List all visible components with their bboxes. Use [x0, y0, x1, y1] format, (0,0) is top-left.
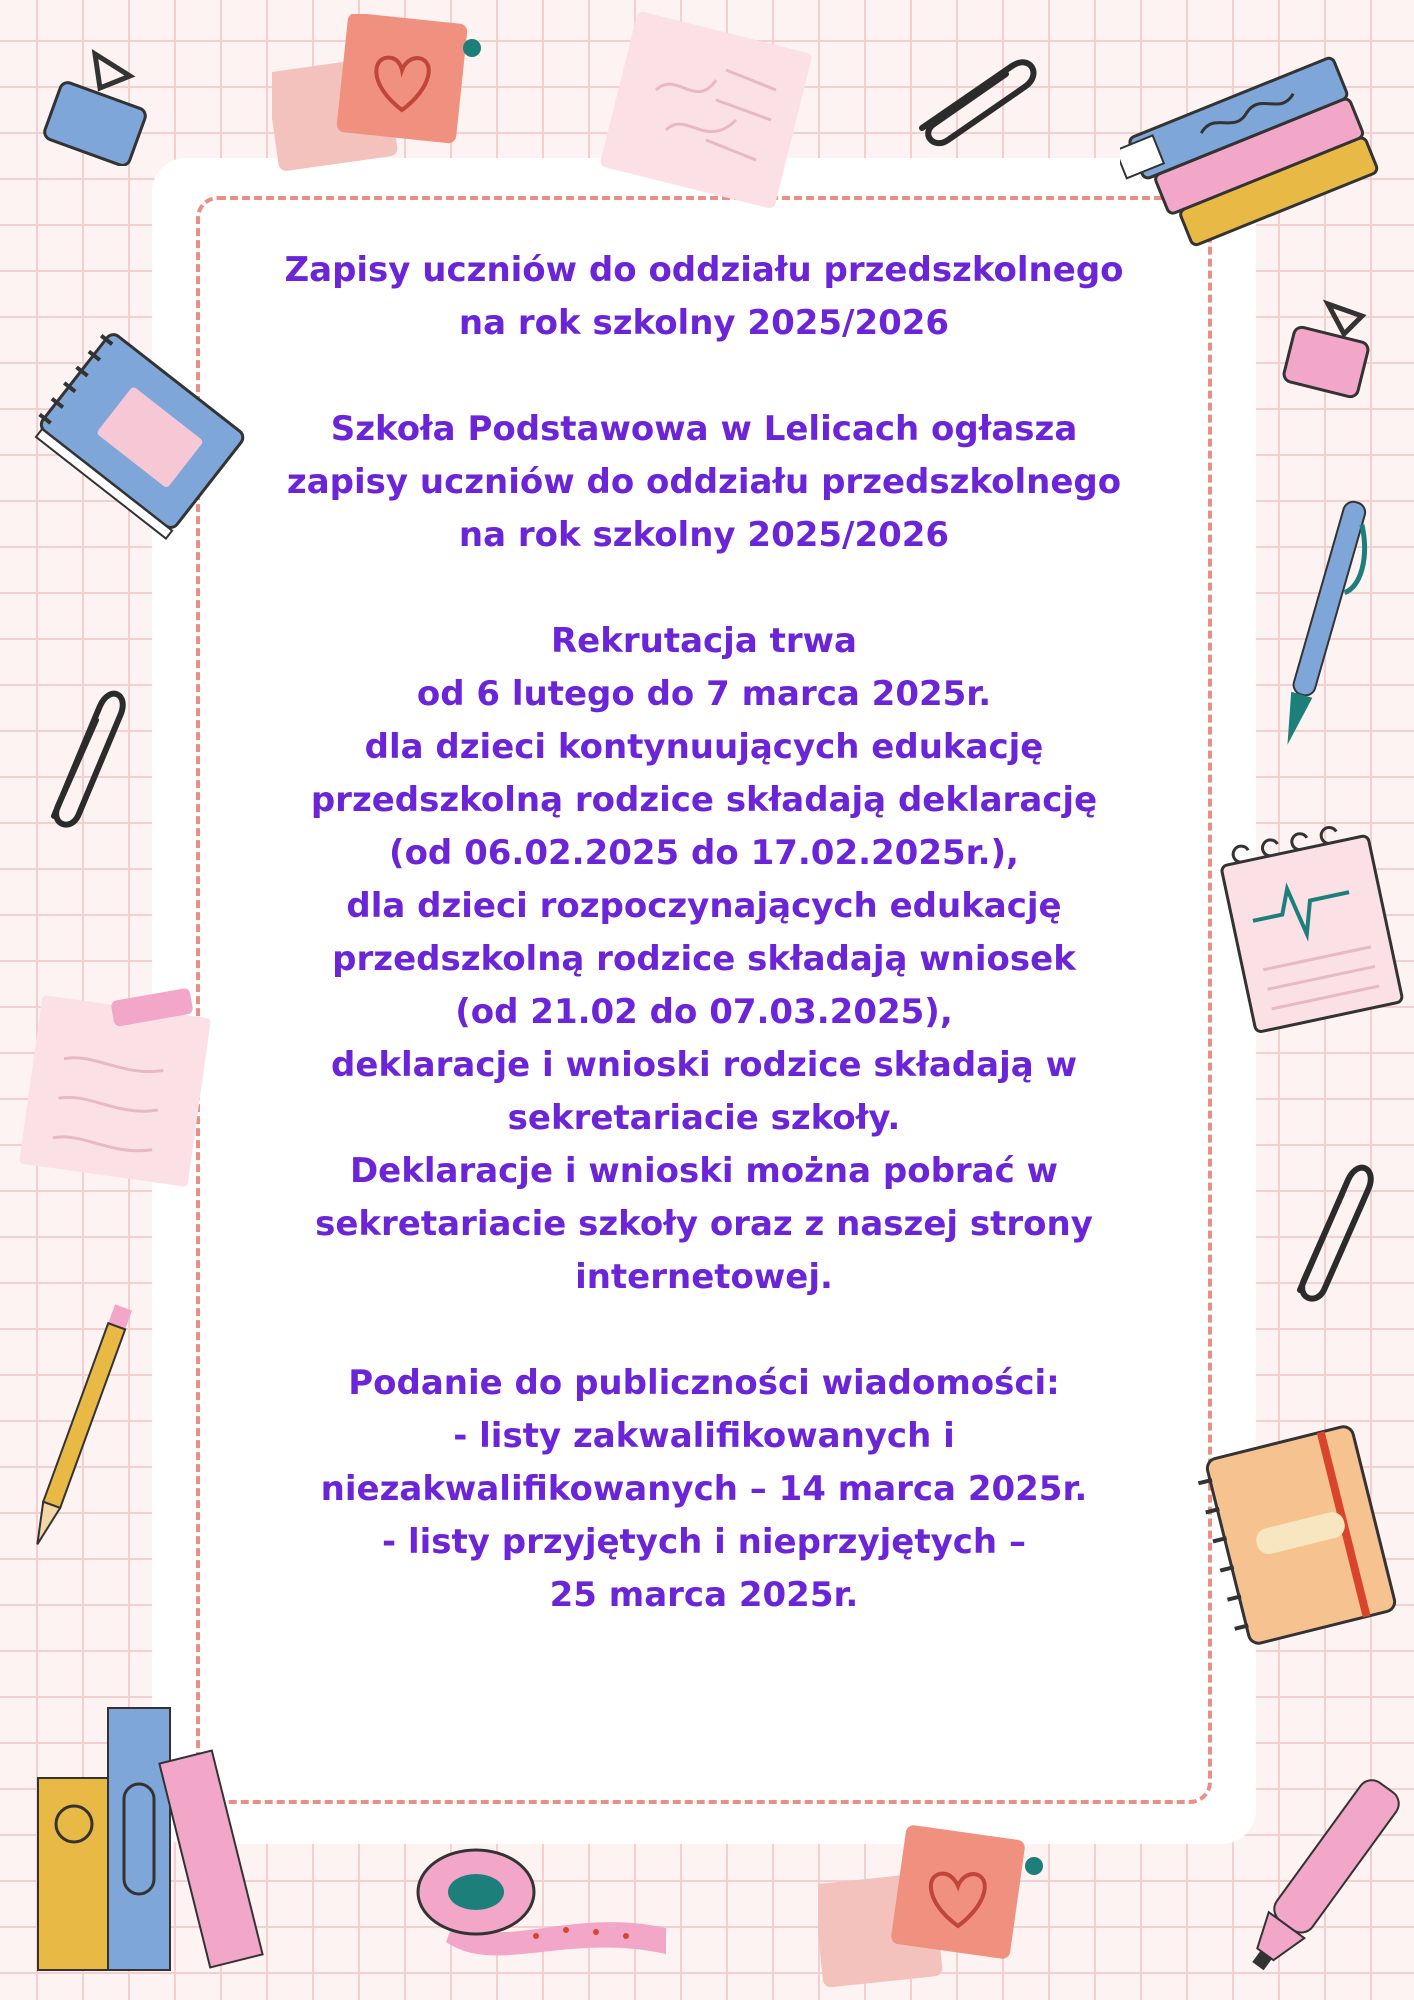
recruitment-line: dla dzieci rozpoczynających edukację	[346, 886, 1062, 926]
heart-note-icon	[818, 1822, 1048, 1992]
recruitment-line: Deklaracje i wnioski można pobrać w	[349, 1151, 1059, 1191]
heart-note-icon	[272, 14, 492, 174]
pen-icon	[1268, 488, 1378, 768]
paperclip-icon	[38, 676, 128, 836]
recruitment-line: internetowej.	[575, 1257, 833, 1297]
publication-line: 25 marca 2025r.	[549, 1575, 859, 1615]
recruitment-line: od 6 lutego do 7 marca 2025r.	[416, 674, 992, 714]
spiral-notebook-icon	[14, 330, 264, 540]
pink-binder-clip-icon	[1278, 294, 1388, 404]
announcement-paragraph	[230, 403, 1178, 562]
paperclip-icon	[902, 40, 1042, 150]
books-stack-icon	[1120, 24, 1410, 254]
recruitment-line: Rekrutacja trwa	[551, 621, 857, 661]
title-line: Zapisy uczniów do oddziału przedszkolnego	[284, 250, 1124, 290]
highlighter-icon	[1236, 1756, 1406, 1996]
spiral-notepad-icon	[1206, 810, 1406, 1050]
recruitment-line: przedszkolną rodzice składają deklarację	[310, 780, 1098, 820]
recruitment-line: sekretariacie szkoły oraz z naszej strony	[315, 1204, 1093, 1244]
notice-content	[230, 244, 1178, 1675]
title-line: na rok szkolny 2025/2026	[458, 303, 950, 343]
announcement-line: na rok szkolny 2025/2026	[458, 515, 950, 555]
books-row-icon	[34, 1704, 284, 1974]
recruitment-line: (od 21.02 do 07.03.2025),	[455, 992, 953, 1032]
paper-sheet-icon	[596, 10, 826, 220]
washi-tape-icon	[416, 1846, 676, 1966]
pencil-icon	[20, 1290, 140, 1570]
recruitment-line: (od 06.02.2025 do 17.02.2025r.),	[389, 833, 1019, 873]
publication-paragraph	[230, 1357, 1178, 1622]
recruitment-line: sekretariacie szkoły.	[507, 1098, 901, 1138]
recruitment-paragraph	[230, 615, 1178, 1304]
announcement-line: Szkoła Podstawowa w Lelicach ogłasza	[330, 409, 1078, 449]
recruitment-line: przedszkolną rodzice składają wniosek	[332, 939, 1076, 979]
notice-title	[230, 244, 1178, 350]
recruitment-line: dla dzieci kontynuujących edukację	[364, 727, 1044, 767]
paperclip-icon	[1282, 1150, 1382, 1310]
recruitment-line: deklaracje i wnioski rodzice składają w	[331, 1045, 1077, 1085]
binder-clip-icon	[40, 46, 150, 166]
sticky-note-icon	[10, 976, 220, 1206]
orange-notebook-icon	[1196, 1410, 1406, 1660]
publication-line: Podanie do publiczności wiadomości:	[348, 1363, 1060, 1403]
publication-line: - listy zakwalifikowanych i	[453, 1416, 955, 1456]
publication-line: niezakwalifikowanych – 14 marca 2025r.	[320, 1469, 1088, 1509]
publication-line: - listy przyjętych i nieprzyjętych –	[382, 1522, 1026, 1562]
announcement-line: zapisy uczniów do oddziału przedszkolnego	[286, 462, 1122, 502]
